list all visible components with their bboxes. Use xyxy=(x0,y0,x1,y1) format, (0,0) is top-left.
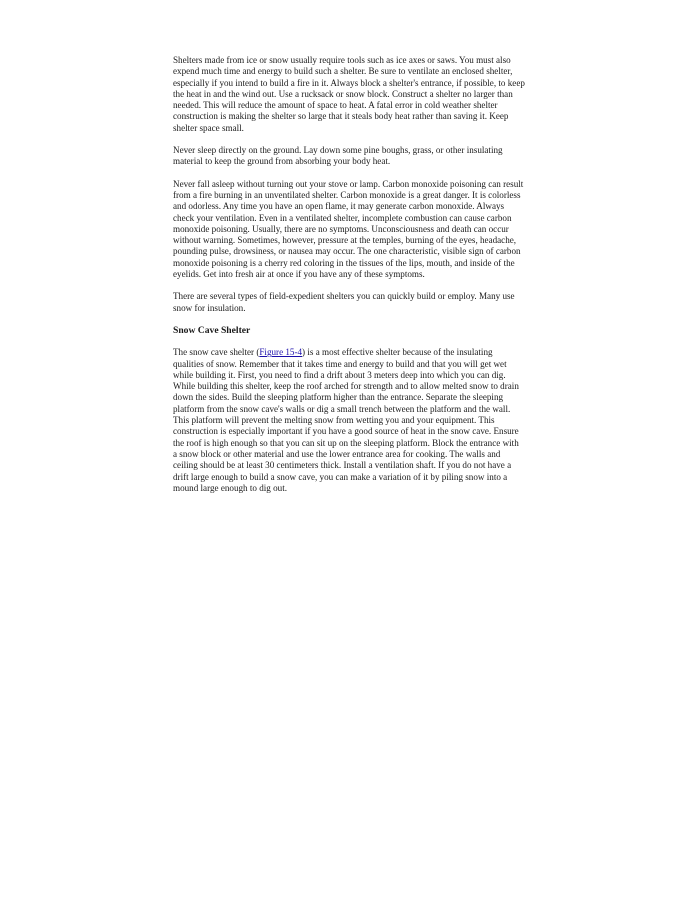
paragraph-snow-cave xyxy=(173,347,525,494)
paragraph-carbon-monoxide: Never fall asleep without turning out your stove or lamp. Carbon monoxide poisoning can result from a fire burning in an unventilated shelter. Carbon monoxide is a great danger. It is colorless and odorless. Any time you have an open flame, it may generate carbon monoxide. Always check your ventilation. Even in a ventilated shelter, incomplete combustion can cause carbon monoxide poisoning. Usually, there are no symptoms. Unconsciousness and death can occur without warning. Sometimes, however, pressure at the temples, burning of the eyes, headache, pounding pulse, drowsiness, or nausea may occur. The one characteristic, visible sign of carbon monoxide poisoning is a cherry red coloring in the tissues of the lips, mouth, and inside of the eyelids. Get into fresh air at once if you have any of these symptoms. xyxy=(173,178,524,280)
paragraph-ground-insulation: Never sleep directly on the ground. Lay down some pine boughs, grass, or other insulating material to keep the ground from absorbing your body heat. xyxy=(173,145,503,167)
paragraph-ice-shelters: Shelters made from ice or snow usually require tools such as ice axes or saws. You must also expend much time and energy to build such a shelter. Be sure to ventilate an enclosed shelter, especially if you intend to build a fire in it. Always block a shelter's entrance, if possible, to keep the heat in and the wind out. Use a rucksack or snow block. Construct a shelter no larger than needed. This will reduce the amount of space to heat. A fatal error in cold weather shelter construction is making the shelter so large that it steals body heat rather than saving it. Keep shelter space small. xyxy=(173,55,525,133)
section-heading-snow-cave: Snow Cave Shelter xyxy=(173,324,251,336)
snow-cave-text-after: ) is a most effective shelter because of the insulating qualities of snow. Remember that it takes time and energy to build and that you will get wet while building it. First, you need to find a drift about 3 meters deep into which you can dig. While building this shelter, keep the roof arched for strength and to allow melted snow to drain down the sides. Build the sleeping platform higher than the entrance. Separate the sleeping platform from the snow cave's walls or dig a small trench between the platform and the wall. This platform will prevent the melting snow from wetting you and your equipment. This construction is especially important if you have a good source of heat in the snow cave. Ensure the roof is high enough so that you can sit up on the sleeping platform. Block the entrance with a snow block or other material and use the lower entrance area for cooking. The walls and ceiling should be at least 30 centimeters thick. Install a ventilation shaft. If you do not have a drift large enough to build a snow cave, you can make a variation of it by piling snow into a mound large enough to dig out. xyxy=(173,347,519,493)
snow-cave-text-before: The snow cave shelter ( xyxy=(173,347,260,358)
document-body xyxy=(173,55,525,505)
paragraph-field-expedient-shelters: There are several types of field-expedient shelters you can quickly build or employ. Many use snow for insulation. xyxy=(173,291,515,313)
figure-15-4-link[interactable]: Figure 15-4 xyxy=(259,347,303,358)
